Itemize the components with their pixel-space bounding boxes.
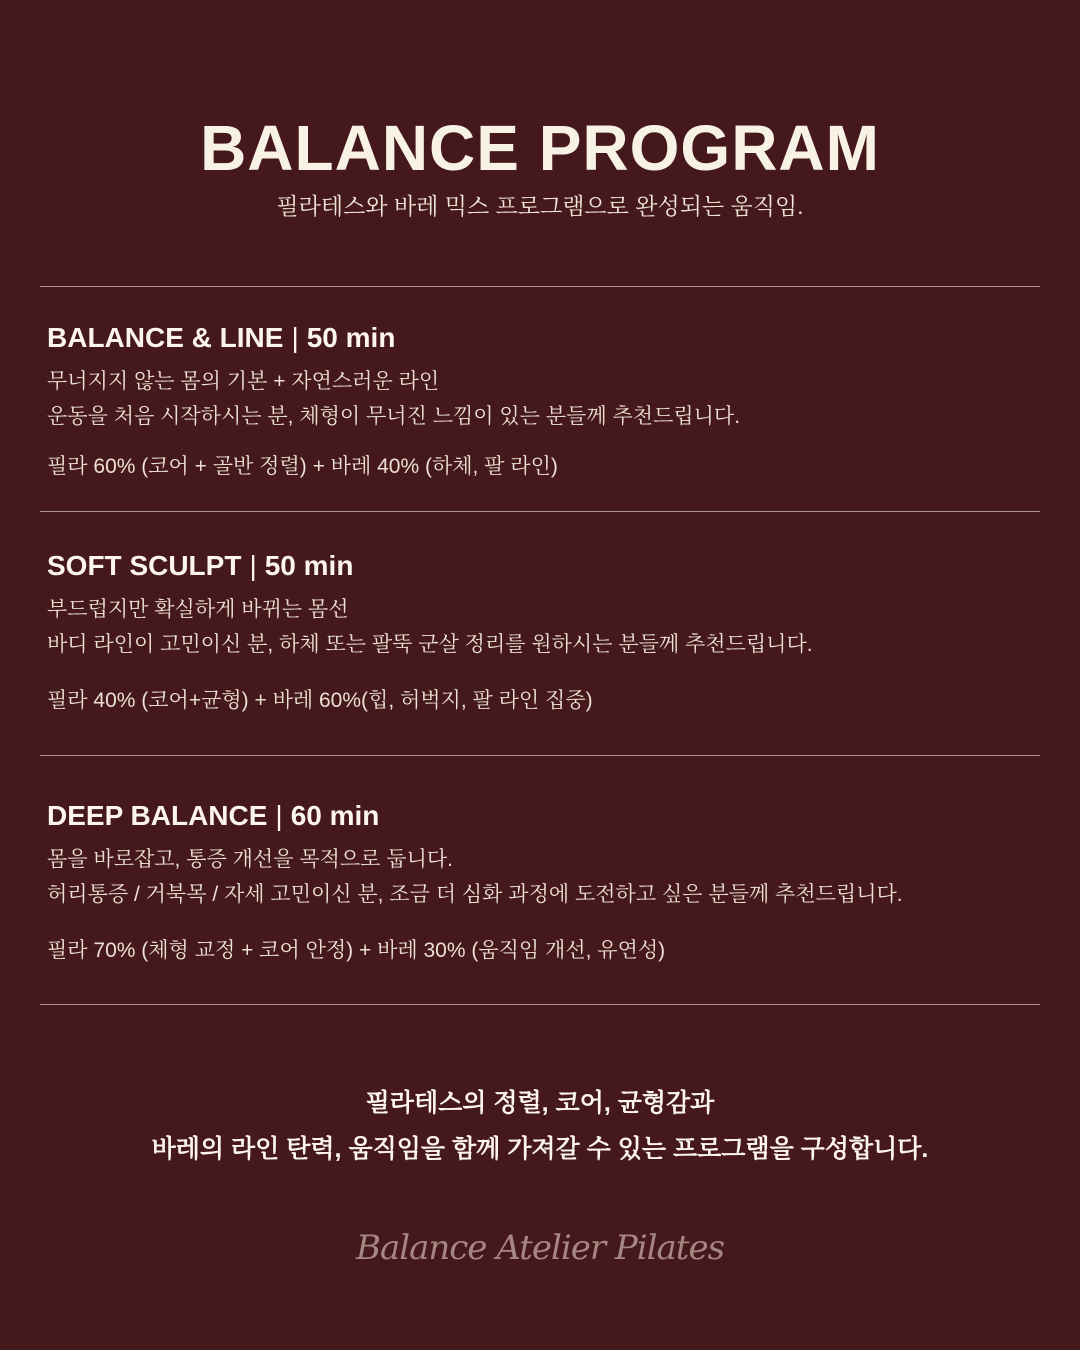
program-mix: 필라 40% (코어+균형) + 바레 60%(힙, 허벅지, 팔 라인 집중) xyxy=(47,689,593,712)
program-recommendation: 허리통증 / 거북목 / 자세 고민이신 분, 조금 더 심화 과정에 도전하고 싶은 분들께 추천드립니다. xyxy=(47,883,903,906)
program-name: SOFT SCULPT xyxy=(47,550,242,581)
program-description xyxy=(47,842,1037,912)
program-soft-sculpt xyxy=(47,548,1037,716)
divider xyxy=(40,1004,1040,1005)
program-duration: 60 min xyxy=(290,800,380,831)
program-duration: 50 min xyxy=(264,550,354,581)
title-separator: | xyxy=(249,550,257,581)
program-balance-line xyxy=(47,320,1037,482)
program-description xyxy=(47,592,1037,662)
program-tagline: 부드럽지만 확실하게 바뀌는 몸선 xyxy=(47,598,349,621)
title-separator: | xyxy=(291,322,299,353)
brand-signature: Balance Atelier Pilates xyxy=(355,1228,725,1268)
header xyxy=(0,110,1080,222)
program-tagline: 무너지지 않는 몸의 기본 + 자연스러운 라인 xyxy=(47,370,440,393)
page-subtitle: 필라테스와 바레 믹스 프로그램으로 완성되는 움직임. xyxy=(276,193,804,219)
title-separator: | xyxy=(275,800,283,831)
program-description xyxy=(47,364,1037,434)
program-mix: 필라 60% (코어 + 골반 정렬) + 바레 40% (하체, 팔 라인) xyxy=(47,455,558,478)
program-mix: 필라 70% (체형 교정 + 코어 안정) + 바레 30% (움직임 개선, 유연성) xyxy=(47,939,666,962)
program-title xyxy=(47,798,1037,834)
program-name: BALANCE & LINE xyxy=(47,322,284,353)
closing-line-2: 바레의 라인 탄력, 움직임을 함께 가져갈 수 있는 프로그램을 구성합니다. xyxy=(151,1135,929,1163)
program-name: DEEP BALANCE xyxy=(47,800,268,831)
closing-statement xyxy=(0,1080,1080,1172)
closing-line-1: 필라테스의 정렬, 코어, 균형감과 xyxy=(365,1089,715,1117)
program-tagline: 몸을 바로잡고, 통증 개선을 목적으로 둡니다. xyxy=(47,848,453,871)
program-recommendation: 바디 라인이 고민이신 분, 하체 또는 팔뚝 군살 정리를 원하시는 분들께 추천드립니다. xyxy=(47,633,813,656)
divider xyxy=(40,755,1040,756)
page-title: BALANCE PROGRAM xyxy=(200,112,880,184)
program-duration: 50 min xyxy=(306,322,396,353)
program-title xyxy=(47,320,1037,356)
program-deep-balance xyxy=(47,798,1037,966)
divider xyxy=(40,286,1040,287)
divider xyxy=(40,511,1040,512)
program-title xyxy=(47,548,1037,584)
program-recommendation: 운동을 처음 시작하시는 분, 체형이 무너진 느낌이 있는 분들께 추천드립니다. xyxy=(47,405,741,428)
